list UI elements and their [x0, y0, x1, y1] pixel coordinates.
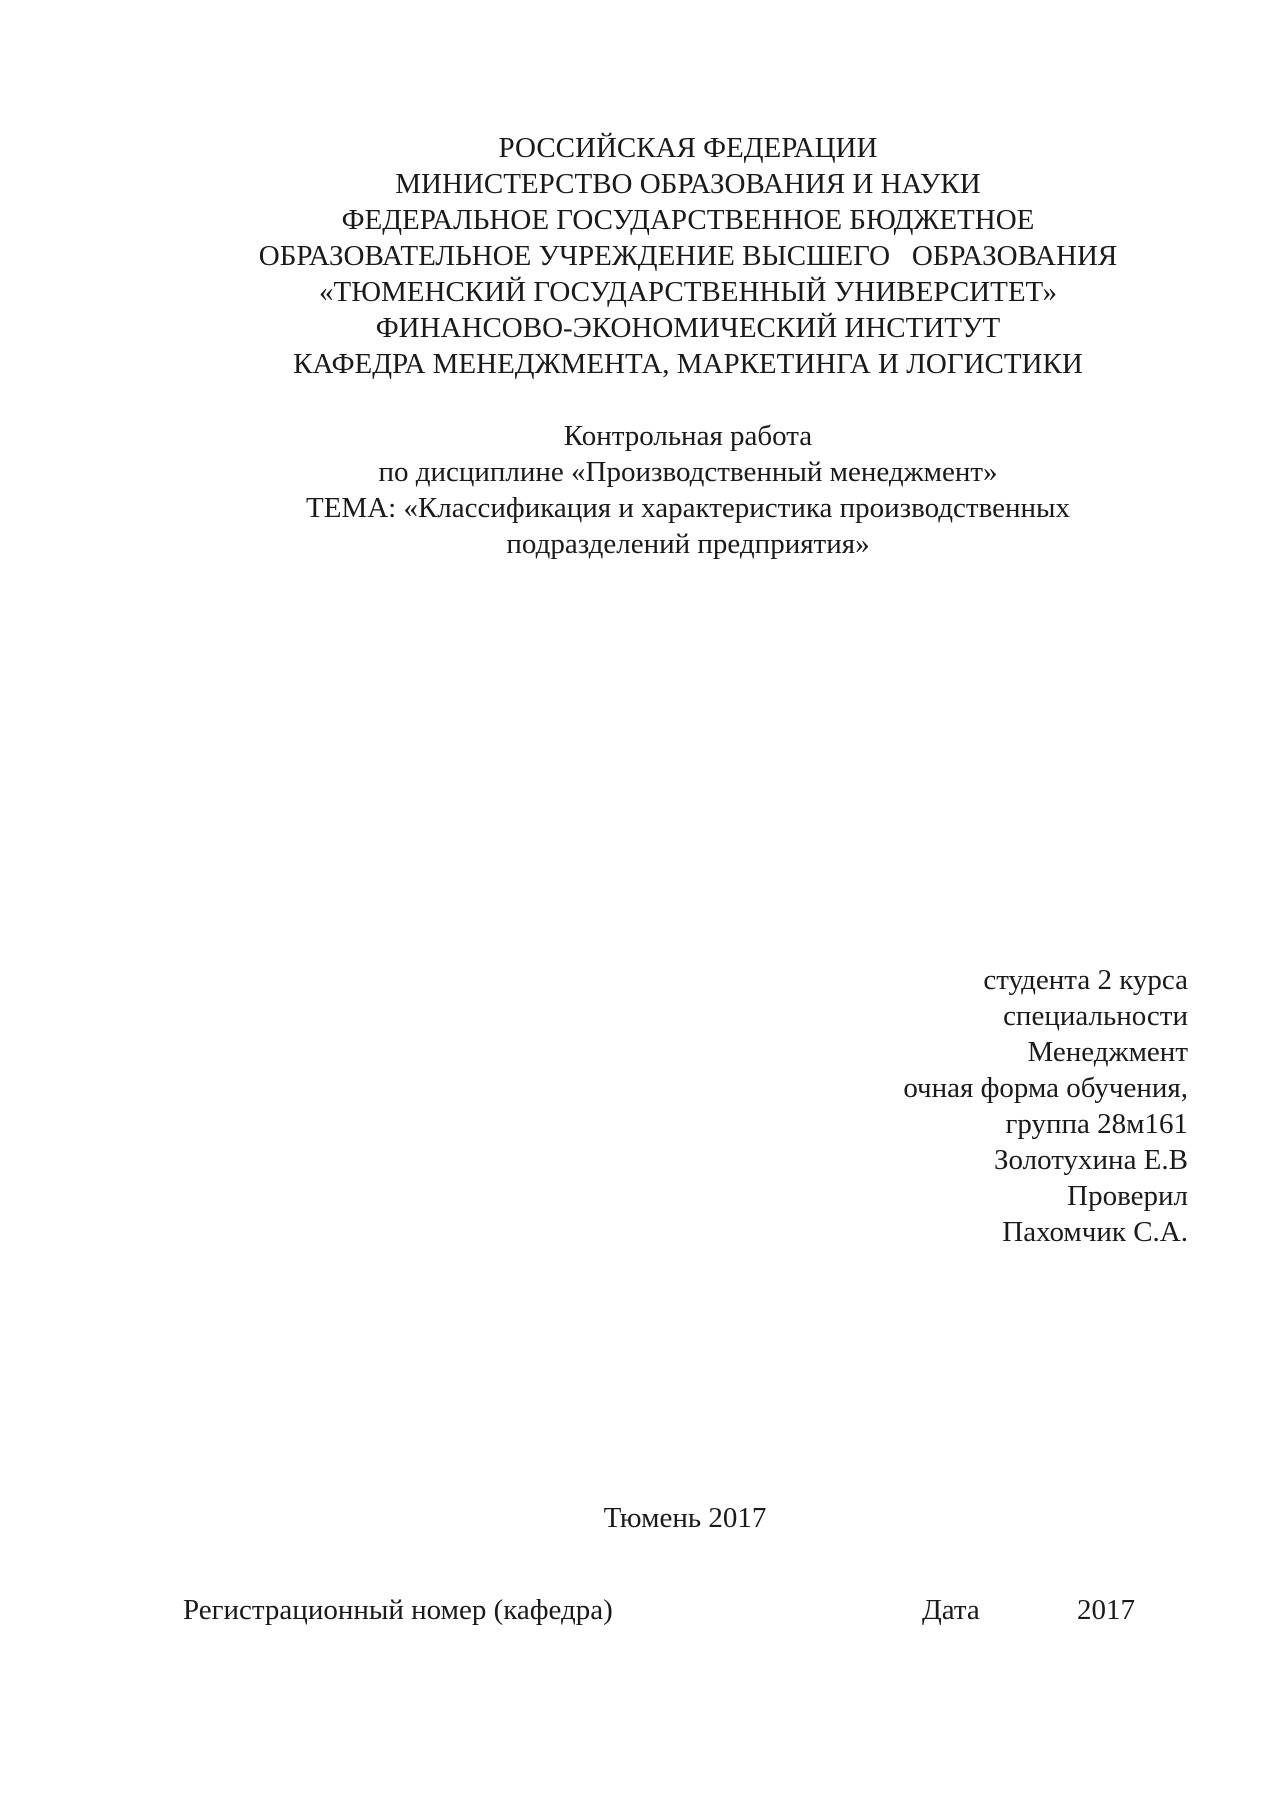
student-name: Золотухина Е.В: [994, 1144, 1188, 1176]
specialty-name: Менеджмент: [1027, 1036, 1188, 1068]
header-line-university: «ТЮМЕНСКИЙ ГОСУДАРСТВЕННЫЙ УНИВЕРСИТЕТ»: [318, 276, 1057, 308]
topic-line-1: ТЕМА: «Классификация и характеристика производственных: [306, 492, 1070, 524]
specialty-label: специальности: [1003, 1000, 1188, 1032]
work-title-block: [0, 418, 1280, 562]
registration-row: [0, 1592, 1280, 1628]
header-line-institute: ФИНАНСОВО-ЭКОНОМИЧЕСКИЙ ИНСТИТУТ: [375, 312, 1001, 344]
date-year: 2017: [1077, 1594, 1135, 1626]
author-info-block: [903, 962, 1188, 1250]
date-label: Дата: [922, 1594, 980, 1626]
header-line-ministry: МИНИСТЕРСТВО ОБРАЗОВАНИЯ И НАУКИ: [395, 168, 981, 200]
header-line-federal-status: ФЕДЕРАЛЬНОЕ ГОСУДАРСТВЕННОЕ БЮДЖЕТНОЕ: [341, 204, 1035, 236]
checker-name: Пахомчик С.А.: [1002, 1216, 1188, 1248]
study-form: очная форма обучения,: [903, 1072, 1188, 1104]
discipline: по дисциплине «Производственный менеджмент»: [378, 456, 998, 488]
header-line-department: КАФЕДРА МЕНЕДЖМЕНТА, МАРКЕТИНГА И ЛОГИСТИКИ: [293, 348, 1083, 380]
checked-by-label: Проверил: [1067, 1180, 1188, 1212]
city-year: Тюмень 2017: [603, 1502, 767, 1534]
topic-line-2: подразделений предприятия»: [506, 528, 870, 560]
student-course: студента 2 курса: [983, 964, 1188, 996]
header-line-country: РОССИЙСКАЯ ФЕДЕРАЦИИ: [498, 132, 878, 164]
institution-header: [0, 130, 1280, 382]
group-number: группа 28м161: [1005, 1108, 1188, 1140]
registration-label: Регистрационный номер (кафедра): [183, 1594, 613, 1626]
header-line-institution-type: ОБРАЗОВАТЕЛЬНОЕ УЧРЕЖДЕНИЕ ВЫСШЕГО ОБРАЗОВАНИЯ: [258, 240, 1118, 272]
work-type: Контрольная работа: [563, 420, 813, 452]
